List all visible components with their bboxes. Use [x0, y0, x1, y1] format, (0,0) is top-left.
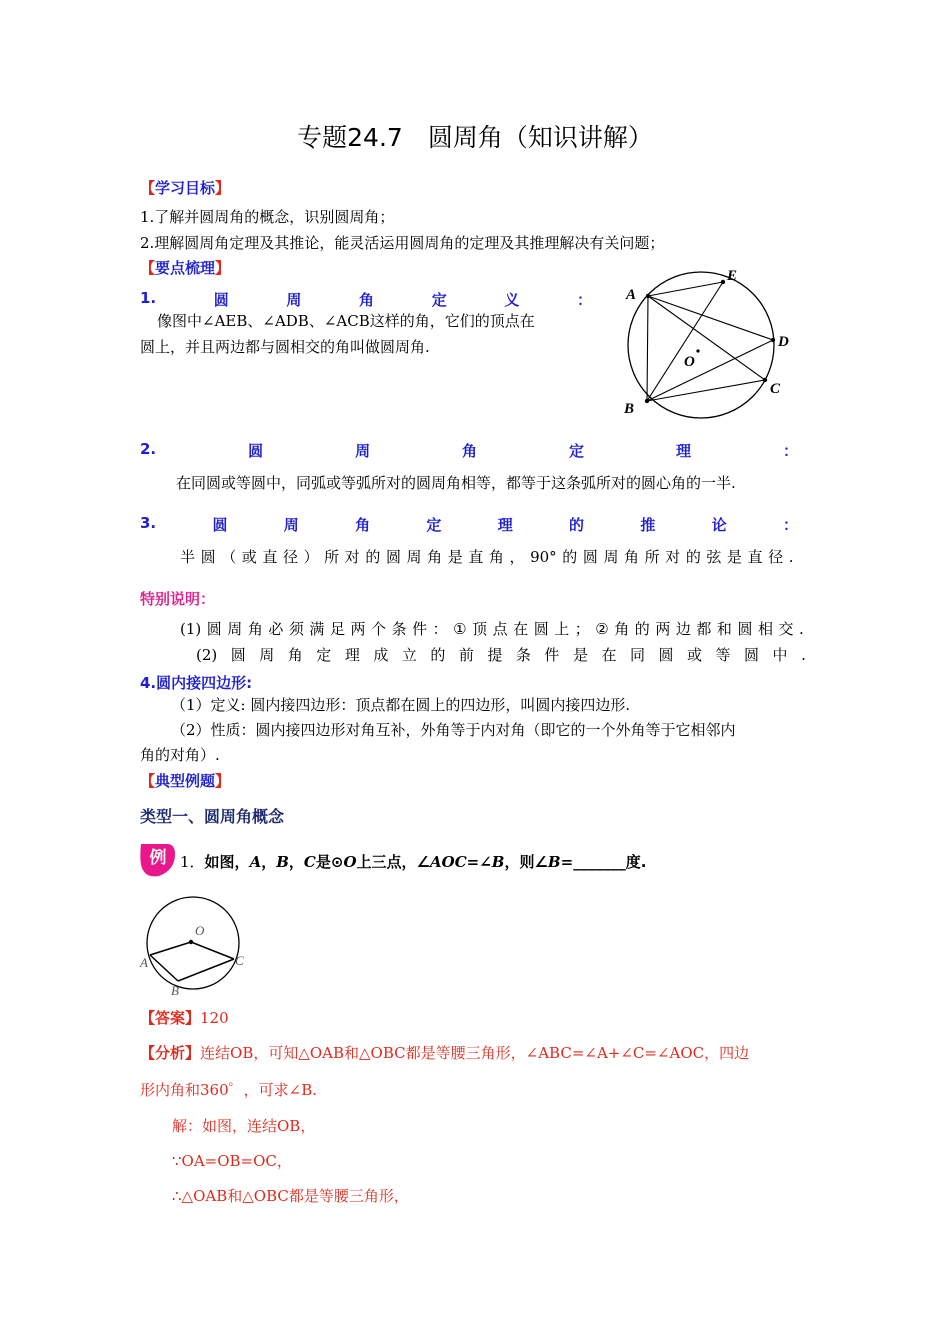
figure-chords [647, 282, 773, 401]
corollary-text: 半 圆 （ 或 直 径 ） 所 对 的 圆 周 角 是 直 角 ， 90° 的 圆 周 角 所 对 的 弦 是 直 径 . [180, 548, 794, 566]
inscribed-angle-figure [612, 262, 802, 432]
definition-heading: 1. 圆 周 角 定 义 ： [140, 289, 592, 309]
page-title: 专题24.7 圆周角（知识讲解） [297, 123, 653, 152]
quad-heading: 4.圆内接四边形: [140, 674, 253, 692]
example-label-c: C [235, 953, 244, 968]
example-badge-icon [137, 840, 177, 878]
label-d: D [778, 334, 789, 350]
goal-item-1: 1.了解并圆周角的概念，识别圆周角； [140, 208, 395, 226]
type-one-heading: 类型一、圆周角概念 [140, 807, 285, 826]
special-note-2: (2) 圆 周 角 定 理 成 立 的 前 提 条 件 是 在 同 圆 或 等 圆 中 . [196, 646, 806, 664]
analysis-line-1: 【分析】连结OB，可知△OAB和△OBC都是等腰三角形，∠ABC=∠A+∠C=∠AOC，四边 [140, 1044, 750, 1062]
example-lines [150, 942, 234, 981]
label-c: C [770, 381, 781, 397]
definition-line-1: 像图中∠AEB、∠ADB、∠ACB这样的角，它们的顶点在 [157, 312, 535, 330]
example-question-1: 1．如图，A，B，C是⊙O上三点，∠AOC=∠B，则∠B=_______度. [180, 853, 647, 871]
center-o [696, 349, 699, 352]
example-center-point [189, 940, 193, 944]
theorem-text: 在同圆或等圆中，同弧或等弧所对的圆周角相等，都等于这条弧所对的圆心角的一半. [176, 474, 736, 492]
point-e [721, 280, 725, 284]
special-note-1: (1) 圆 周 角 必 须 满 足 两 个 条 件 ： ① 顶 点 在 圆 上 ； ② 角 的 两 边 都 和 圆 相 交 . [180, 620, 804, 638]
label-b: B [624, 401, 635, 417]
answer-blank: _______ [573, 853, 626, 871]
example-label-b: B [171, 983, 179, 998]
quad-property-2: 角的对角）. [140, 746, 220, 764]
example-label-a: A [140, 955, 148, 970]
point-a [646, 294, 650, 298]
quad-definition: （1）定义: 圆内接四边形：顶点都在圆上的四边形，叫圆内接四边形. [171, 696, 631, 714]
point-c [763, 378, 767, 382]
points-heading: 【要点梳理】 [140, 259, 231, 277]
quad-property-1: （2）性质：圆内接四边形对角互补，外角等于内对角（即它的一个外角等于它相邻内 [171, 721, 736, 739]
goals-heading: 【学习目标】 [140, 179, 231, 197]
analysis-line-2: 形内角和360゜，可求∠B. [140, 1081, 317, 1099]
solution-line-3: ∴△OAB和△OBC都是等腰三角形， [172, 1187, 409, 1205]
example-badge-label: 例 [149, 848, 167, 868]
example-figure [138, 895, 248, 1000]
point-b [645, 399, 649, 403]
label-o: O [684, 354, 695, 370]
corollary-heading: 3. 圆 周 角 定 理 的 推 论 ： [140, 514, 798, 534]
special-note-label: 特别说明： [140, 590, 216, 608]
goal-item-2: 2.理解圆周角定理及其推论，能灵活运用圆周角的定理及其推理解决有关问题； [140, 234, 665, 252]
solution-line-2: ∵OA=OB=OC， [172, 1152, 292, 1170]
examples-heading: 【典型例题】 [140, 772, 231, 790]
definition-line-2: 圆上，并且两边都与圆相交的角叫做圆周角. [140, 338, 430, 356]
solution-line-1: 解：如图，连结OB， [172, 1117, 316, 1135]
label-e: E [727, 268, 738, 284]
label-a: A [626, 287, 637, 303]
point-d [771, 338, 775, 342]
example-label-o: O [195, 923, 205, 938]
answer-line: 【答案】120 [140, 1009, 229, 1027]
theorem-heading: 2. 圆 周 角 定 理 ： [140, 440, 798, 460]
